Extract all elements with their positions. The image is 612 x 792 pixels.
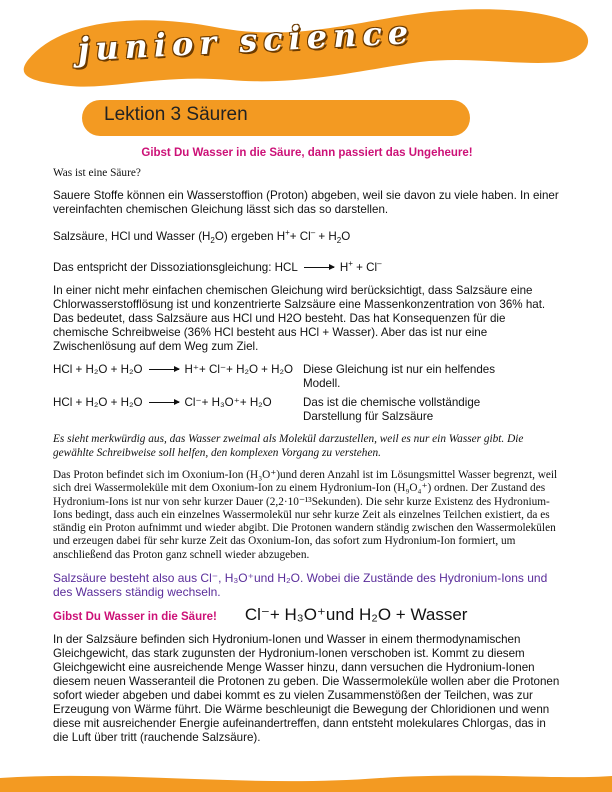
reaction-row-2: HCl + H₂O + H₂O Cl⁻+ H₃O⁺+ H₂O Das ist die chemische vollständige Darstellung für Salzsäure (53, 396, 481, 424)
brand-logo: junior science (76, 12, 416, 69)
reaction-row-1: HCl + H₂O + H₂O H⁺+ Cl⁻+ H₂O + H₂O Diese Gleichung ist nur ein helfendes Modell. (53, 363, 496, 391)
arrow-icon (304, 267, 334, 268)
paragraph-4: Das Proton befindet sich im Oxonium-Ion (H₃O⁺)und deren Anzahl ist im Lösungsmittel Wasser begrenzt, weil sich drei Wassermoleküle mit dem Oxonium-Ion zu einem Hydronium-Ion (H₉O₄⁺) ordnen. Der Zustand des Hydronium-Ions ist nur von sehr kurzer Dauer (2,2·10⁻¹³Sekunden). Die sehr kurze Existenz des Hydronium-Ions bedingt, dass auch ein einzelnes Wassermolekül nur sehr kurze Zeit als einzelnes Teilchen existiert, da es ständig ein Proton aufnimmt und wieder abgibt. Die Protonen wandern ständig zwischen den Wassermolekülen und erzeugen dabei für sehr kurze Zeit das Oxonium-Ion, das sofort zum Hydronium-Ion formiert, um anschließend das Proton ganz schnell wieder abzugeben. (53, 468, 558, 561)
question: Was ist eine Säure? (53, 167, 141, 179)
footer-band (0, 770, 612, 792)
highlight-row (53, 605, 561, 624)
paragraph-5: Salzsäure besteht also aus Cl⁻, H₃O⁺und H₂O. Wobei die Zustände des Hydronium-Ions und des Wassers ständig wechseln. (53, 571, 548, 599)
subtitle: Gibst Du Wasser in die Säure, dann passiert das Ungeheure! (141, 147, 473, 159)
paragraph-3: Es sieht merkwürdig aus, das Wasser zweimal als Molekül darzustellen, weil es nur ein Wasser gibt. Die gewählte Schreibweise soll helfen, den komplexen Vorgang zu verstehen. (53, 433, 524, 459)
highlight-label: Gibst Du Wasser in die Säure! (53, 611, 217, 623)
highlight-equation: Cl⁻+ H₃O⁺und H₂O + Wasser (244, 605, 468, 624)
paragraph-2: In einer nicht mehr einfachen chemischen Gleichung wird berücksichtigt, dass Salzsäure eine Chlorwasserstofflösung ist und konzentrierte Salzsäure eine Massenkonzentration von 36% hat. Das bedeutet, dass Salzsäure aus HCl und H2O besteht. Das hat Konsequenzen für die chemische Schreibweise (36% HCl besteht aus HCl + Wasser). Aber das ist nur eine Zwischenlösung auf dem Weg zum Ziel. (53, 284, 546, 354)
equation-1: Salzsäure, HCl und Wasser $(H_2O)$ ergeben $H^++ Cl^- + H_2O$ (53, 228, 351, 246)
content (53, 146, 561, 745)
paragraph-6: In der Salzsäure befinden sich Hydronium-Ionen und Wasser in einem thermodynamischen Gleichgewicht, das stark zugunsten der Hydronium-Ionen verschoben ist. Kommt zu diesem Gleichgewicht eine ausreichende Menge Wasser hinzu, dann versuchen die Hydronium-Ionen diesem neuen Wasseranteil die Protonen zu geben. Die Wassermoleküle wollen aber die Protonen sofort wieder abgeben und dabei kommt es zu vielen Zusammenstößen der Teilchen, was zur Erzeugung von Wärme führt. Die Wärme beschleunigt die Bewegung der Chloridionen und wenn diese mit ausreichender Energie aufeinandertreffen, dann entsteht molekulares Chlorgas, das in die Luft über tritt (rauchende Salzsäure). (53, 633, 560, 744)
arrow-icon (149, 402, 179, 403)
page-title: Lektion 3 Säuren (104, 104, 248, 125)
arrow-icon (149, 369, 179, 370)
equation-2: Das entspricht der Dissoziationsgleichung: HCL H+ + Cl– (53, 259, 382, 275)
paragraph-1: Sauere Stoffe können ein Wasserstoffion (Proton) abgeben, weil sie davon zu viele haben. In einer vereinfachten chemischen Gleichung lässt sich das so darstellen. (53, 189, 559, 217)
